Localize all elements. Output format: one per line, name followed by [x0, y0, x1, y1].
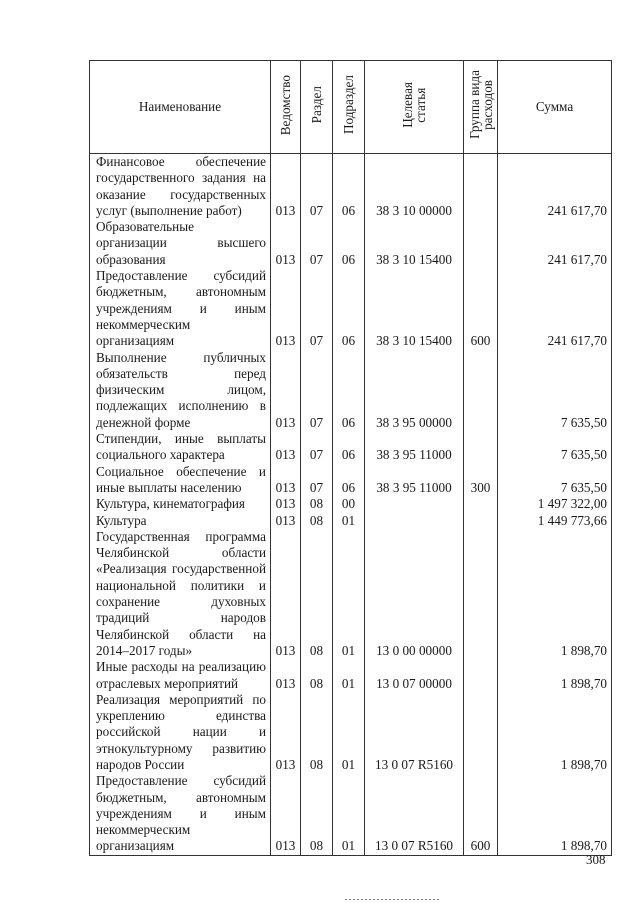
row-gruppa: 600 [464, 773, 498, 855]
row-celevaya-statya: 38 3 10 15400 [365, 219, 464, 268]
row-vedomstvo: 013 [271, 464, 301, 497]
row-razdel: 07 [301, 464, 333, 497]
row-name: Стипендии, иные выплаты социального характера [90, 431, 271, 464]
row-summa: 241 617,70 [498, 268, 612, 349]
header-razdel: Раздел [301, 61, 333, 154]
table-row [90, 773, 612, 855]
row-razdel: 08 [301, 529, 333, 659]
row-celevaya-statya [365, 513, 464, 529]
header-summa: Сумма [498, 61, 612, 154]
page-number: 308 [586, 852, 606, 867]
row-razdel: 07 [301, 431, 333, 464]
row-name: Предоставление субсидий бюджетным, автономным учреждениям и иным некоммерческим организациям [90, 268, 271, 349]
row-name: Культура [90, 513, 271, 529]
row-podrazdel: 01 [333, 529, 365, 659]
row-name: Иные расходы на реализацию отраслевых мероприятий [90, 659, 271, 692]
row-gruppa [464, 529, 498, 659]
row-celevaya-statya: 13 0 00 00000 [365, 529, 464, 659]
row-podrazdel: 06 [333, 431, 365, 464]
table-row [90, 529, 612, 659]
row-podrazdel: 06 [333, 464, 365, 497]
row-podrazdel: 01 [333, 773, 365, 855]
row-podrazdel: 06 [333, 350, 365, 431]
row-summa: 1 898,70 [498, 529, 612, 659]
row-gruppa [464, 154, 498, 220]
row-summa: 1 449 773,66 [498, 513, 612, 529]
row-celevaya-statya: 38 3 10 15400 [365, 268, 464, 349]
row-celevaya-statya: 13 0 07 R5160 [365, 773, 464, 855]
row-gruppa [464, 496, 498, 512]
row-name: Социальное обеспечение и иные выплаты населению [90, 464, 271, 497]
header-podrazdel: Подраздел [333, 61, 365, 154]
row-summa: 241 617,70 [498, 219, 612, 268]
table-row [90, 513, 612, 529]
row-vedomstvo: 013 [271, 692, 301, 773]
row-razdel: 08 [301, 692, 333, 773]
table-row [90, 268, 612, 349]
row-razdel: 07 [301, 350, 333, 431]
header-gruppa-vida-rashodov: Группа вида расходов [464, 61, 498, 154]
row-name: Предоставление субсидий бюджетным, автономным учреждениям и иным некоммерческим организациям [90, 773, 271, 855]
row-summa: 1 898,70 [498, 773, 612, 855]
row-summa: 7 635,50 [498, 350, 612, 431]
row-name: Государственная программа Челябинской области «Реализация государственной национальной политики и сохранение духовных традиций народов Челябинской области на 2014–2017 годы» [90, 529, 271, 659]
table-row [90, 692, 612, 773]
row-vedomstvo: 013 [271, 154, 301, 220]
row-summa: 241 617,70 [498, 154, 612, 220]
table-row [90, 496, 612, 512]
row-razdel: 08 [301, 496, 333, 512]
row-razdel: 08 [301, 773, 333, 855]
row-vedomstvo: 013 [271, 529, 301, 659]
table-row [90, 219, 612, 268]
budget-table [89, 60, 612, 856]
row-gruppa [464, 219, 498, 268]
row-podrazdel: 00 [333, 496, 365, 512]
row-razdel: 08 [301, 659, 333, 692]
table-header-row [90, 61, 612, 154]
row-podrazdel: 06 [333, 219, 365, 268]
row-gruppa [464, 692, 498, 773]
table-row [90, 659, 612, 692]
row-name: Образовательные организации высшего образования [90, 219, 271, 268]
row-gruppa [464, 513, 498, 529]
table-row [90, 154, 612, 220]
row-vedomstvo: 013 [271, 219, 301, 268]
row-gruppa: 300 [464, 464, 498, 497]
row-name: Финансовое обеспечение государственного задания на оказание государственных услуг (выполнение работ) [90, 154, 271, 220]
header-celevaya-statya: Целевая статья [365, 61, 464, 154]
row-vedomstvo: 013 [271, 513, 301, 529]
row-gruppa [464, 431, 498, 464]
table-row [90, 350, 612, 431]
header-name: Наименование [90, 61, 271, 154]
row-vedomstvo: 013 [271, 496, 301, 512]
row-vedomstvo: 013 [271, 659, 301, 692]
row-summa: 1 898,70 [498, 692, 612, 773]
row-vedomstvo: 013 [271, 431, 301, 464]
table-row [90, 464, 612, 497]
row-celevaya-statya: 38 3 95 11000 [365, 464, 464, 497]
row-celevaya-statya [365, 496, 464, 512]
row-summa: 7 635,50 [498, 431, 612, 464]
row-vedomstvo: 013 [271, 350, 301, 431]
row-summa: 1 497 322,00 [498, 496, 612, 512]
row-razdel: 07 [301, 219, 333, 268]
row-razdel: 07 [301, 154, 333, 220]
row-razdel: 08 [301, 513, 333, 529]
header-vedomstvo: Ведомство [271, 61, 301, 154]
row-celevaya-statya: 13 0 07 R5160 [365, 692, 464, 773]
row-gruppa [464, 659, 498, 692]
row-podrazdel: 06 [333, 268, 365, 349]
table-row [90, 431, 612, 464]
row-podrazdel: 01 [333, 513, 365, 529]
row-name: Реализация мероприятий по укреплению единства российской нации и этнокультурному развитию народов России [90, 692, 271, 773]
row-razdel: 07 [301, 268, 333, 349]
row-summa: 7 635,50 [498, 464, 612, 497]
row-summa: 1 898,70 [498, 659, 612, 692]
row-celevaya-statya: 13 0 07 00000 [365, 659, 464, 692]
row-name: Выполнение публичных обязательств перед физическим лицом, подлежащих исполнению в денежной форме [90, 350, 271, 431]
row-podrazdel: 01 [333, 692, 365, 773]
row-gruppa [464, 350, 498, 431]
row-gruppa: 600 [464, 268, 498, 349]
row-podrazdel: 06 [333, 154, 365, 220]
row-celevaya-statya: 38 3 95 11000 [365, 431, 464, 464]
row-celevaya-statya: 38 3 10 00000 [365, 154, 464, 220]
row-podrazdel: 01 [333, 659, 365, 692]
row-celevaya-statya: 38 3 95 00000 [365, 350, 464, 431]
row-vedomstvo: 013 [271, 773, 301, 855]
scan-artifact-line [345, 899, 440, 900]
row-name: Культура, кинематография [90, 496, 271, 512]
row-vedomstvo: 013 [271, 268, 301, 349]
